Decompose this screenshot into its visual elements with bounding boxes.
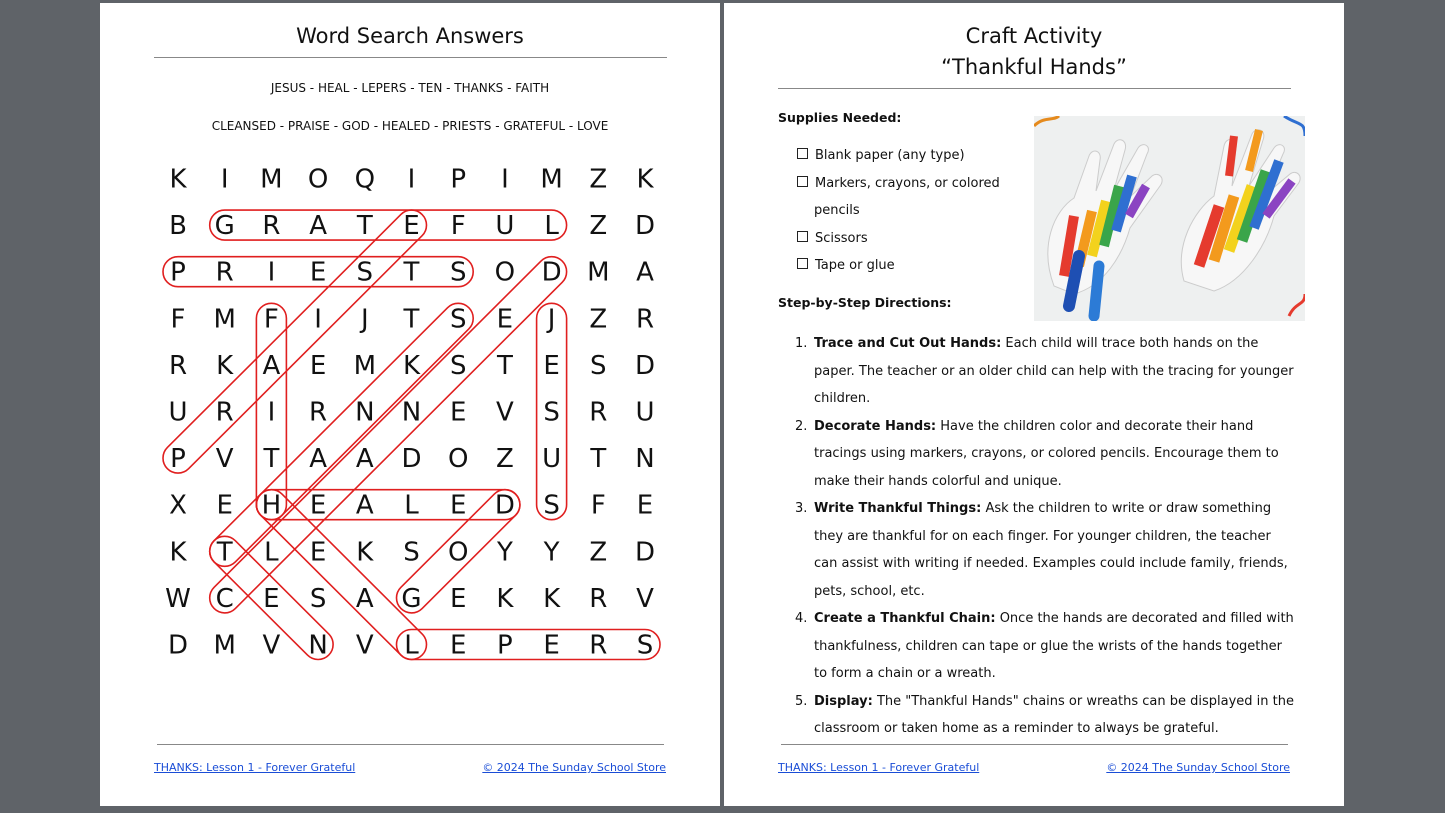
grid-letter: X — [169, 490, 187, 521]
supplies-heading: Supplies Needed: — [778, 110, 902, 125]
grid-letter: S — [590, 350, 607, 381]
grid-letter: A — [309, 444, 327, 475]
direction-step: 3. Write Thankful Things: Ask the children to write or draw something they are thankful for on each finger. For younger children, the teacher can assist with writing if needed. Examples could include family, friends, pets, school, etc. — [795, 501, 1288, 599]
grid-letter: E — [496, 304, 514, 335]
grid-letter: S — [449, 257, 467, 288]
supply-item-continuation: pencils — [814, 203, 860, 218]
grid-letter: L — [404, 630, 419, 661]
grid-letter: Z — [589, 211, 608, 242]
word-list-line-2: CLEANSED - PRAISE - GOD - HEALED - PRIESTS - GRATEFUL - LOVE — [211, 119, 609, 133]
grid-letter: R — [168, 350, 188, 381]
grid-letter: M — [260, 164, 283, 195]
grid-letter: E — [309, 350, 327, 381]
grid-letter: N — [635, 444, 655, 475]
grid-letter: E — [263, 583, 280, 614]
direction-step: 4. Create a Thankful Chain: Once the hands are decorated and filled with thankfulness, children can tape or glue the wrists of the hands together to form a chain or a wreath. — [795, 611, 1294, 681]
grid-letter: I — [267, 257, 276, 288]
grid-letter: M — [213, 304, 236, 335]
checkbox-icon[interactable] — [797, 176, 808, 187]
page-subtitle: “Thankful Hands” — [941, 55, 1127, 79]
grid-letter: E — [403, 211, 420, 242]
grid-letter: F — [263, 304, 279, 335]
grid-letter: R — [215, 257, 234, 288]
grid-letter: G — [214, 211, 235, 242]
answer-highlight-lepers — [397, 630, 661, 660]
grid-letter: Z — [589, 537, 608, 568]
grid-letter: R — [589, 583, 608, 614]
grid-letter: P — [170, 257, 186, 288]
grid-letter: R — [589, 630, 608, 661]
grid-letter: H — [261, 490, 282, 521]
grid-letter: A — [355, 444, 374, 475]
grid-letter: P — [170, 444, 186, 475]
page-title: Word Search Answers — [296, 24, 524, 48]
grid-letter: D — [541, 257, 562, 288]
grid-letter: E — [543, 630, 560, 661]
grid-letter: S — [356, 257, 374, 288]
grid-letter: R — [589, 397, 608, 428]
grid-letter: Z — [589, 304, 608, 335]
grid-letter: J — [547, 304, 556, 335]
footer-divider — [781, 744, 1288, 745]
grid-letter: T — [403, 257, 420, 288]
checkbox-icon[interactable] — [797, 231, 808, 242]
grid-letter: S — [543, 490, 560, 521]
grid-letter: O — [447, 444, 469, 475]
supply-item: Tape or glue — [797, 252, 895, 279]
grid-letter: F — [590, 490, 606, 521]
grid-letter: L — [264, 537, 279, 568]
grid-letter: N — [401, 397, 422, 428]
grid-letter: K — [216, 350, 234, 381]
grid-letter: K — [402, 350, 421, 381]
grid-letter: Y — [543, 537, 560, 568]
grid-letter: E — [309, 537, 327, 568]
grid-letter: I — [220, 164, 229, 195]
directions-list — [795, 330, 1295, 743]
supply-item: Blank paper (any type) — [797, 142, 965, 169]
grid-letter: V — [355, 630, 374, 661]
grid-letter: T — [590, 444, 607, 475]
footer-divider — [157, 744, 664, 745]
grid-letter: A — [309, 211, 327, 242]
grid-letter: E — [309, 490, 327, 521]
grid-letter: M — [587, 257, 610, 288]
grid-letter: N — [308, 630, 328, 661]
grid-letter: Z — [589, 164, 608, 195]
grid-letter: S — [449, 350, 467, 381]
footer-lesson-link[interactable]: THANKS: Lesson 1 - Forever Grateful — [778, 761, 980, 774]
grid-letter: U — [168, 397, 188, 428]
grid-letter: E — [449, 583, 467, 614]
grid-letter: E — [449, 630, 467, 661]
checkbox-icon[interactable] — [797, 258, 808, 269]
grid-letter: E — [636, 490, 654, 521]
grid-letter: K — [496, 583, 514, 614]
grid-letter: D — [401, 444, 422, 475]
grid-letter: V — [496, 397, 514, 428]
direction-step: 1. Trace and Cut Out Hands: Each child will trace both hands on the paper. The teacher or an older child can help with the tracing for younger children. — [795, 336, 1294, 406]
direction-step: 5. Display: The "Thankful Hands" chains or wreaths can be displayed in the classroom or taken home as a reminder to always be grateful. — [795, 693, 1294, 736]
page-title: Craft Activity — [965, 24, 1103, 48]
footer-lesson-link[interactable]: THANKS: Lesson 1 - Forever Grateful — [154, 761, 356, 774]
grid-letter: E — [449, 490, 467, 521]
grid-letter: G — [401, 583, 422, 614]
grid-letter: P — [497, 630, 513, 661]
grid-letter: J — [360, 304, 369, 335]
grid-letter: R — [262, 211, 281, 242]
footer-store-link[interactable]: © 2024 The Sunday School Store — [1106, 761, 1290, 774]
grid-letter: T — [496, 350, 513, 381]
checkbox-icon[interactable] — [797, 148, 808, 159]
word-search-grid — [100, 3, 720, 703]
grid-letter: Z — [495, 444, 514, 475]
grid-letter: U — [495, 211, 515, 242]
grid-letter: K — [356, 537, 374, 568]
grid-letter: W — [165, 583, 191, 614]
grid-letter: D — [634, 211, 656, 242]
grid-letter: V — [262, 630, 281, 661]
grid-letter: E — [449, 397, 467, 428]
grid-letter: A — [355, 490, 374, 521]
grid-letter: A — [262, 350, 281, 381]
word-list-line-1: JESUS - HEAL - LEPERS - TEN - THANKS - FAITH — [270, 81, 550, 95]
grid-letter: K — [636, 164, 654, 195]
footer-store-link[interactable]: © 2024 The Sunday School Store — [482, 761, 666, 774]
grid-letter: S — [309, 583, 327, 614]
grid-letter: S — [449, 304, 467, 335]
grid-letter: D — [634, 350, 656, 381]
grid-letter: T — [356, 211, 373, 242]
supply-item: Markers, crayons, or colored — [797, 170, 1000, 197]
grid-letter: D — [167, 630, 189, 661]
grid-letter: O — [494, 257, 516, 288]
craft-activity-page — [724, 3, 1344, 806]
grid-letter: N — [355, 397, 375, 428]
grid-letter: B — [169, 211, 187, 242]
grid-letter: S — [636, 630, 654, 661]
grid-letter: I — [314, 304, 322, 335]
grid-letter: S — [543, 397, 560, 428]
grid-letter: U — [635, 397, 655, 428]
grid-letter: M — [353, 350, 377, 381]
grid-letter: O — [307, 164, 329, 195]
directions-heading: Step-by-Step Directions: — [778, 295, 952, 310]
grid-letter: R — [309, 397, 328, 428]
grid-letter: C — [215, 583, 234, 614]
grid-letter: L — [544, 211, 559, 242]
word-search-answers-page — [100, 3, 720, 806]
grid-letter: V — [636, 583, 654, 614]
grid-letter: E — [216, 490, 233, 521]
grid-letter: A — [636, 257, 654, 288]
grid-letter: I — [407, 164, 416, 195]
grid-letter: I — [267, 397, 276, 428]
grid-letter: P — [450, 164, 467, 195]
grid-letter: E — [543, 350, 560, 381]
direction-step: 2. Decorate Hands: Have the children color and decorate their hand tracings using markers, crayons, or colored pencils. Encourage them to make their hands colorful and unique. — [795, 418, 1279, 489]
grid-letter: T — [263, 444, 280, 475]
grid-letter: T — [403, 304, 420, 335]
grid-letter: Q — [354, 164, 376, 195]
grid-letter: S — [403, 537, 420, 568]
grid-letter: K — [169, 537, 187, 568]
grid-letter: I — [501, 164, 509, 195]
grid-letter: E — [309, 257, 327, 288]
grid-letter: U — [542, 444, 562, 475]
grid-letter: O — [447, 537, 469, 568]
grid-letter: D — [494, 490, 515, 521]
grid-letter: R — [635, 304, 655, 335]
grid-letter: A — [355, 583, 374, 614]
rainbow-hands-image — [1034, 116, 1305, 321]
grid-letter: D — [634, 537, 656, 568]
grid-letter: Y — [496, 537, 513, 568]
grid-letter: T — [216, 537, 233, 568]
grid-letter: M — [213, 630, 236, 661]
grid-letter: K — [543, 583, 561, 614]
grid-letter: V — [215, 444, 234, 475]
grid-letter: M — [540, 164, 563, 195]
grid-letter: K — [169, 164, 187, 195]
answer-highlight-praise — [157, 204, 433, 479]
answer-highlight-thanks — [203, 297, 479, 572]
supply-item: Scissors — [797, 225, 868, 252]
title-divider — [778, 88, 1291, 89]
grid-letter: R — [215, 397, 234, 428]
grid-letter: F — [170, 304, 186, 335]
grid-letter: L — [404, 490, 419, 521]
grid-letter: F — [450, 211, 466, 242]
